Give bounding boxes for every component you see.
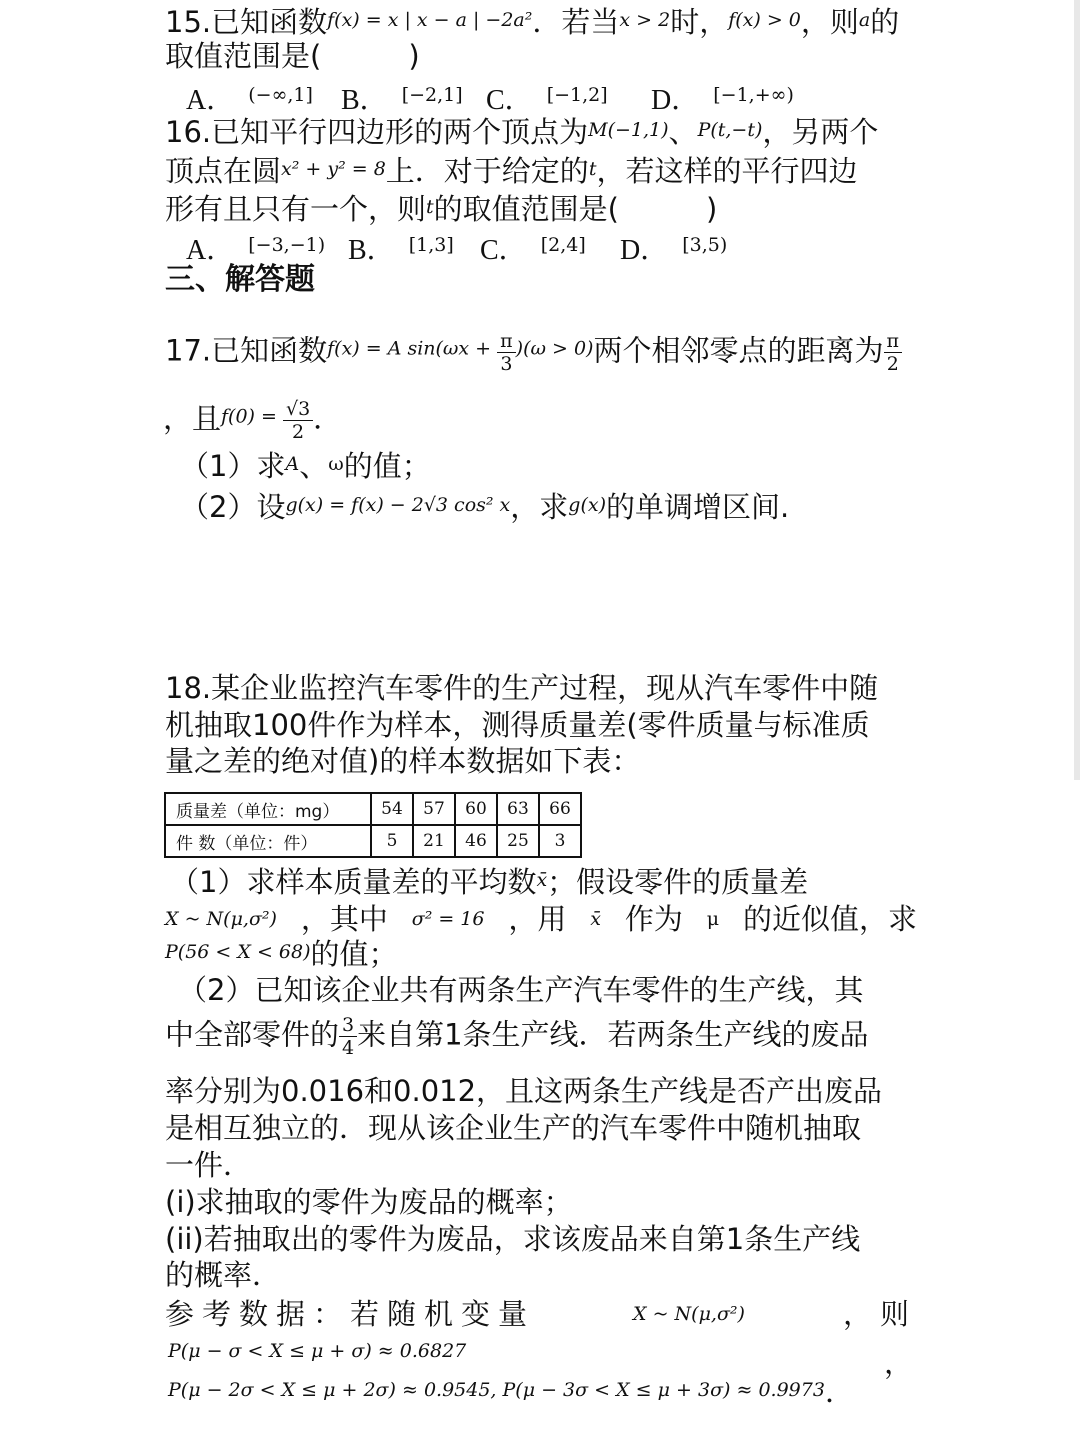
q17-part1: （1）求$^A$、$^\omega$的值；: [180, 449, 431, 483]
q18-line1: 18.某企业监控汽车零件的生产过程，现从汽车零件中随: [165, 671, 879, 705]
table-header-mass-diff: 质量差（单位：mg）: [165, 793, 371, 825]
q18-part2-ii-line2: 的概率．: [165, 1258, 282, 1292]
q15-line1: [165, 2, 917, 40]
q18-part1-line2: X ~ N(μ,σ²) ，其中 σ² = 16 ，用 x̄ 作为 μ 的近似值，求: [165, 902, 917, 936]
q18-part2-i: (i)求抽取的零件为废品的概率；: [165, 1185, 573, 1219]
page-edge-shadow: [1074, 0, 1080, 780]
q16-circle-equation: x² + y² = 8: [281, 158, 386, 180]
q17-g-function: g(x) = f(x) − 2√3 cos² x: [285, 494, 511, 516]
table-cell: 3: [539, 825, 581, 857]
q15-option-a: A． $^{(-\infty,1]}$: [186, 84, 313, 116]
reference-label: 参考数据：若随机变量: [165, 1297, 536, 1331]
q15-option-b: B． [−2,1]: [341, 84, 463, 116]
q15-option-d: D． $^{[-1,+\infty)}$: [651, 84, 794, 116]
q15-text: 15.已知函数: [165, 5, 328, 39]
q17-sqrt3-over-2: $\frac{√3}{2}$: [283, 398, 313, 443]
reference-data-line1: 参考数据：若随机变量 X ~ N(μ,σ²) ，则: [165, 1297, 917, 1331]
q16-option-c: C． [2,4]: [480, 234, 586, 266]
probability-expression: P(56 < X < 68): [165, 941, 311, 963]
q15-text: ，则: [800, 5, 859, 39]
q16-option-d: D． $^{[3,5)}$: [620, 234, 728, 266]
q17-f0: f(0) =: [221, 405, 283, 428]
table-cell: 5: [371, 825, 413, 857]
q16-point-m: M(−1,1): [588, 119, 669, 141]
q15-condition2: f(x) > 0: [728, 9, 801, 31]
q16-option-a: A． $^{[-3,-1)}$: [186, 234, 326, 266]
q18-part2-line2: 中全部零件的 $\frac{3}{4}$ 来自第1条生产线．若两条生产线的废品: [165, 1014, 869, 1059]
q16-line1: 16.已知平行四边形的两个顶点为$^{M(-1,1)}$、$^{P(t,-t)}$，另两个: [165, 115, 879, 149]
q18-part1-line1: （1）求样本质量差的平均数$^{x̄}$；假设零件的质量差: [170, 865, 809, 899]
q17-pi-over-3: $\frac{\pi}{3}$: [497, 330, 516, 375]
q18-line2: 机抽取100件作为样本，测得质量差(零件质量与标准质: [165, 708, 870, 742]
q15-variable: a: [858, 9, 871, 31]
q18-line3: 量之差的绝对值)的样本数据如下表：: [165, 744, 641, 778]
q15-condition: x > 2: [619, 9, 671, 31]
q18-part1-line3: $^{P(56 < X < 68)}$的值；: [165, 937, 398, 971]
table-cell: 63: [497, 793, 539, 825]
q17-distance-fraction: $\frac{\pi}{2}$: [884, 330, 903, 375]
normal-distribution: X ~ N(μ,σ²): [165, 908, 277, 930]
table-row: [165, 825, 581, 857]
table-row: [165, 793, 581, 825]
reference-data-line2: [168, 1333, 920, 1371]
table-cell: 25: [497, 825, 539, 857]
q18-part2-ii-line1: (ii)若抽取出的零件为废品，求该废品来自第1条生产线: [165, 1222, 861, 1256]
q17-line1: 17.已知函数$^{f(x) = A sin(\omega x +}$ $\frac{\pi}{3}$ $^{)(\omega > 0)}$两个相邻零点的距离为 $\frac{\pi}{2}$: [165, 330, 917, 375]
reference-prob-1sigma: P(μ − σ < X ≤ μ + σ) ≈ 0.6827: [168, 1340, 467, 1362]
q16-option-b: B． [1,3]: [348, 234, 454, 266]
reference-prob-2-3sigma: P(μ − 2σ < X ≤ μ + 2σ) ≈ 0.9545, P(μ − 3σ < X ≤ μ + 3σ) ≈ 0.9973: [168, 1379, 825, 1401]
q15-option-c: C． [−1,2]: [486, 84, 608, 116]
q15-line2: 取值范围是( ): [165, 39, 420, 73]
q17-line2: ，且$^{f(0) =}$ $\frac{√3}{2}$ ．: [163, 398, 343, 443]
reference-data-line3: $^{P(\mu - 2\sigma < X \le \mu + 2\sigma) \approx 0.9545, P(\mu - 3\sigma < X \le \mu + 3\sigma) \approx 0.9973}$．: [168, 1375, 854, 1409]
q16-line2: 顶点在圆$^{x^2 + y^2 = 8}$上．对于给定的$^t$，若这样的平行四边: [165, 154, 858, 188]
q18-part2-line5: 一件．: [165, 1148, 253, 1182]
q15-text: 时，: [670, 5, 729, 39]
table-header-count: 件 数（单位：件）: [165, 825, 371, 857]
three-quarters-fraction: $\frac{3}{4}$: [339, 1014, 357, 1059]
q17-function: f(x) = A sin(ωx +: [327, 337, 498, 360]
q15-text: ．若当: [532, 5, 620, 39]
table-cell: 66: [539, 793, 581, 825]
q16-point-p: P(t,−t): [697, 119, 763, 141]
table-cell: 60: [455, 793, 497, 825]
table-cell: 57: [413, 793, 455, 825]
q15-text: 的: [870, 5, 900, 39]
q18-part2-line3: 率分别为0.016和0.012，且这两条生产线是否产出废品: [165, 1074, 883, 1108]
table-cell: 46: [455, 825, 497, 857]
table-cell: 54: [371, 793, 413, 825]
q18-part2-line1: （2）已知该企业共有两条生产汽车零件的生产线，其: [178, 973, 864, 1007]
q16-line3: 形有且只有一个，则$^t$的取值范围是( ): [165, 192, 718, 226]
q17-part2: （2）设$^{g(x) = f(x) - 2√3 cos^2 x}$，求$^{g(x)}$的单调增区间.: [180, 490, 790, 524]
q15-function: f(x) = x | x − a | −2a²: [327, 9, 533, 31]
section-heading: 三、解答题: [165, 262, 315, 297]
sample-data-table: [164, 792, 582, 858]
q18-part2-line4: 是相互独立的．现从该企业生产的汽车零件中随机抽取: [165, 1111, 862, 1145]
table-cell: 21: [413, 825, 455, 857]
reference-comma: ，: [884, 1346, 914, 1380]
